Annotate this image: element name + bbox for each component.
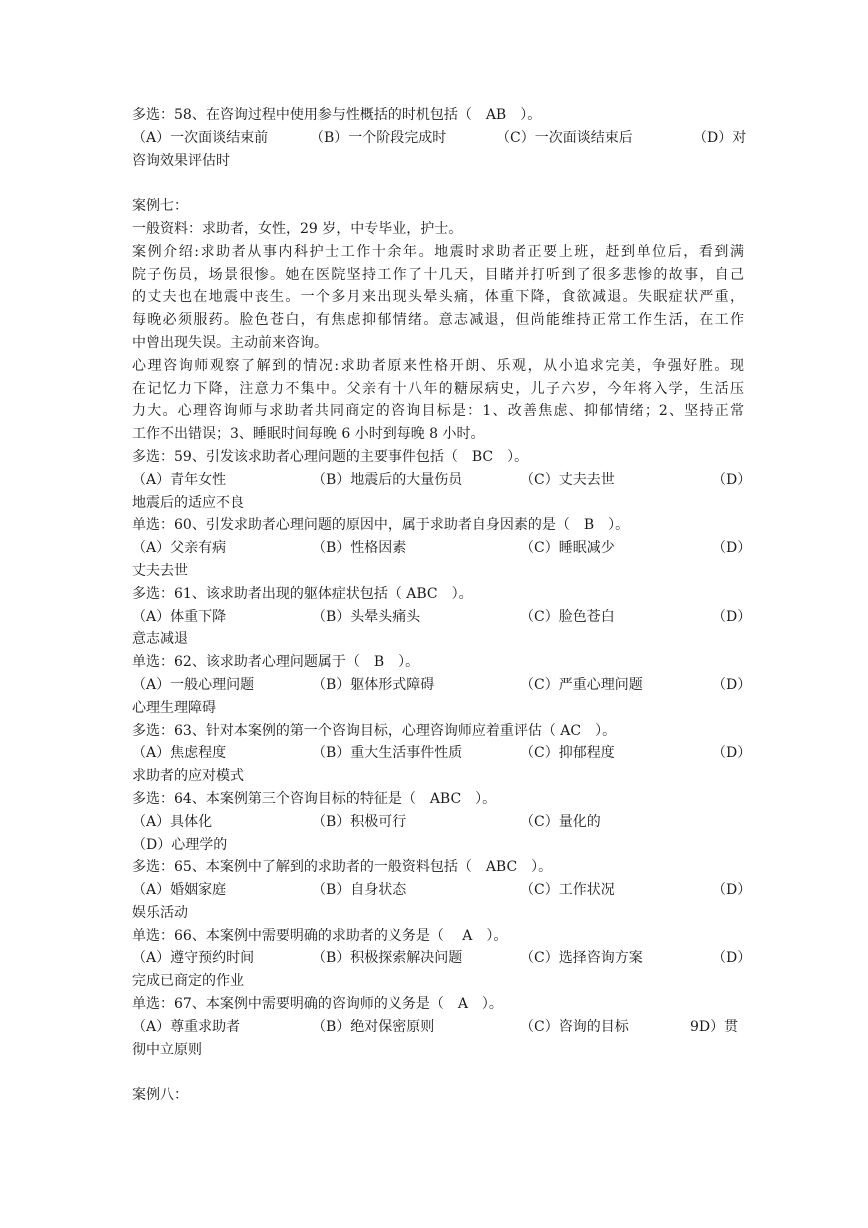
option-c: （C）量化的 [520, 813, 601, 830]
option-continuation: 彻中立原则 [132, 1041, 202, 1058]
options-59 [132, 469, 752, 492]
document-page [132, 104, 752, 1107]
option-a: （A）遵守预约时间 [132, 950, 255, 967]
option-c: （C）抑郁程度 [520, 745, 615, 762]
option-a: （A）焦虑程度 [132, 745, 227, 762]
case-intro-line: 的丈夫也在地震中丧生。一个多月来出现头晕头痛，体重下降，食欲减退。失眠症状严重， [132, 289, 744, 306]
option-d: （D） [712, 540, 752, 557]
case-intro-line: 中曾出现失误。主动前来咨询。 [132, 334, 328, 351]
options-65 [132, 879, 752, 902]
option-b: （B）重大生活事件性质 [312, 745, 463, 762]
option-b: （B）地震后的大量伤员 [312, 471, 463, 488]
option-c: （C）选择咨询方案 [520, 950, 643, 967]
question-64: 多选：64、本案例第三个咨询目标的特征是（ ABC ）。 [132, 790, 497, 807]
option-d: （D） [712, 882, 752, 899]
case-title: 案例七： [132, 198, 188, 215]
option-a: （A）父亲有病 [132, 540, 227, 557]
option-c: （C）工作状况 [520, 882, 615, 899]
option-continuation: 娱乐活动 [132, 904, 188, 921]
option-c: （C）一次面谈结束后 [496, 129, 633, 146]
question-60: 单选：60、引发求助者心理问题的原因中，属于求助者自身因素的是（ B ）。 [132, 517, 630, 534]
option-b: （B）躯体形式障碍 [312, 676, 435, 693]
options-58 [132, 127, 747, 150]
option-a: （A）尊重求助者 [132, 1018, 241, 1035]
options-67 [132, 1016, 744, 1039]
option-continuation: 求助者的应对模式 [132, 768, 244, 785]
question-66: 单选：66、本案例中需要明确的求助者的义务是（ A ）。 [132, 927, 508, 944]
option-a: （A）一般心理问题 [132, 676, 255, 693]
option-a: （A）一次面谈结束前 [132, 129, 269, 146]
option-continuation: 意志减退 [132, 631, 188, 648]
option-b: （B）一个阶段完成时 [310, 129, 447, 146]
option-d: （D） [712, 608, 752, 625]
case-general-info: 一般资料：求助者，女性，29 岁，中专毕业，护士。 [132, 220, 463, 237]
option-c: （C）脸色苍白 [520, 608, 615, 625]
question-63: 多选：63、针对本案例的第一个咨询目标，心理咨询师应着重评估（ AC ）。 [132, 722, 617, 739]
option-d: （D） [712, 676, 752, 693]
option-b: （B）积极探索解决问题 [312, 950, 463, 967]
option-d: 9D）贯 [690, 1018, 739, 1035]
question-59: 多选：59、引发该求助者心理问题的主要事件包括（ BC ）。 [132, 448, 529, 465]
case-observation-line: 工作不出错误；3、睡眠时间每晚 6 小时到每晚 8 小时。 [132, 426, 485, 443]
option-c: （C）睡眠减少 [520, 540, 615, 557]
case-intro-line: 每晚必须服药。脸色苍白，有焦虑抑郁情绪。意志减退，但尚能维持正常工作生活，在工作 [132, 312, 744, 329]
option-b: （B）自身状态 [312, 882, 407, 899]
option-a: （A）婚姻家庭 [132, 882, 227, 899]
options-61 [132, 606, 752, 629]
option-d: （D） [712, 745, 752, 762]
option-a: （A）体重下降 [132, 608, 227, 625]
options-62 [132, 674, 752, 697]
question-62: 单选：62、该求助者心理问题属于（ B ）。 [132, 654, 420, 671]
case-title: 案例八： [132, 1087, 188, 1104]
case-intro-line: 案例介绍:求助者从事内科护士工作十余年。地震时求助者正要上班，赶到单位后，看到满 [132, 243, 744, 260]
spacer [132, 1061, 744, 1084]
option-c: （C）丈夫去世 [520, 471, 615, 488]
option-continuation: 心理生理障碍 [132, 699, 216, 716]
options-63 [132, 742, 752, 765]
option-b: （B）性格因素 [312, 540, 407, 557]
case-observation-line: 在记忆力下降，注意力不集中。父亲有十八年的糖尿病史，儿子六岁，今年将入学，生活压 [132, 380, 744, 397]
option-b: （B）积极可行 [312, 813, 407, 830]
option-b: （B）绝对保密原则 [312, 1018, 435, 1035]
case-observation-line: 力大。心理咨询师与求助者共同商定的咨询目标是：1、改善焦虑、抑郁情绪；2、坚持正常 [132, 403, 744, 420]
option-continuation: 咨询效果评估时 [132, 152, 230, 169]
option-continuation: 地震后的适应不良 [132, 494, 244, 511]
options-64 [132, 811, 744, 834]
option-d: （D） [712, 471, 752, 488]
case-observation-line: 心理咨询师观察了解到的情况:求助者原来性格开朗、乐观，从小追求完美，争强好胜。现 [132, 357, 744, 374]
option-d: （D） [712, 950, 752, 967]
option-c: （C）咨询的目标 [520, 1018, 629, 1035]
option-continuation: 丈夫去世 [132, 562, 188, 579]
question-65: 多选：65、本案例中了解到的求助者的一般资料包括（ ABC ）。 [132, 859, 553, 876]
case-intro-line: 院子伤员，场景很惨。她在医院坚持工作了十几天，目睹并打听到了很多悲惨的故事，自己 [132, 266, 744, 283]
question-58: 多选：58、在咨询过程中使用参与性概括的时机包括（ AB ）。 [132, 107, 542, 123]
question-67: 单选：67、本案例中需要明确的咨询师的义务是（ A ）。 [132, 996, 503, 1013]
question-61: 多选：61、该求助者出现的躯体症状包括（ ABC ）。 [132, 585, 473, 602]
option-c: （C）严重心理问题 [520, 676, 643, 693]
option-a: （A）具体化 [132, 813, 213, 830]
option-b: （B）头晕头痛头 [312, 608, 421, 625]
options-60 [132, 537, 752, 560]
option-a: （A）青年女性 [132, 471, 227, 488]
options-66 [132, 947, 752, 970]
spacer [132, 172, 744, 195]
option-d: （D）对 [693, 129, 747, 146]
option-d-line: （D）心理学的 [132, 836, 228, 853]
option-continuation: 完成已商定的作业 [132, 973, 244, 990]
